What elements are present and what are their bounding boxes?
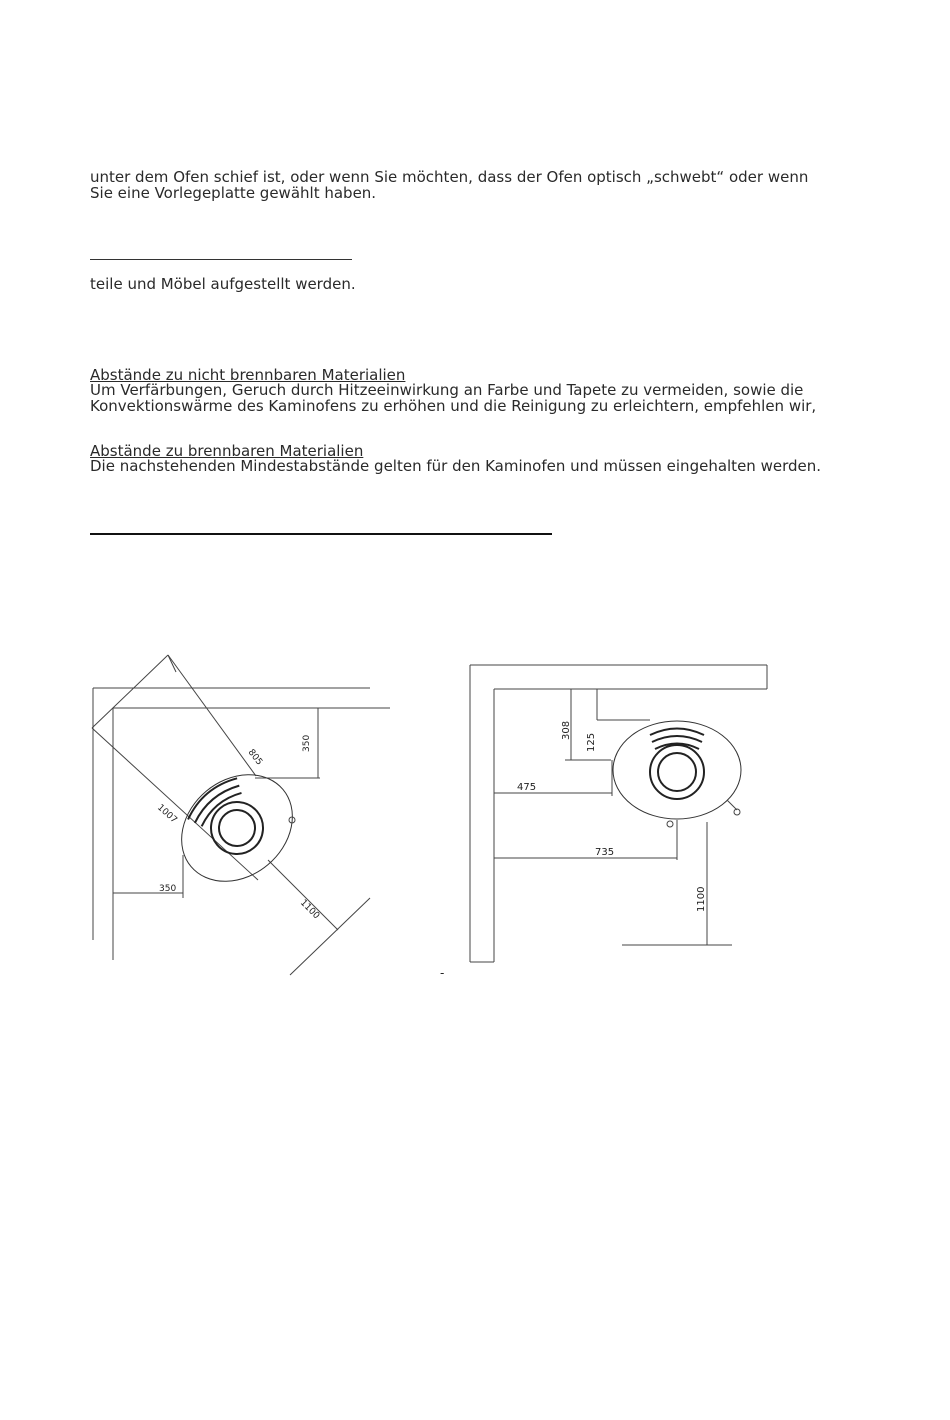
- wall-outline: [470, 665, 767, 962]
- diagram-left-corner: [92, 655, 390, 975]
- dimension-1100-left: [268, 860, 338, 930]
- dimension-805: [92, 655, 256, 776]
- label-350-top: 350: [302, 734, 312, 752]
- dimension-125: [597, 689, 650, 720]
- label-1007: 1007: [154, 802, 179, 826]
- label-805: 805: [245, 747, 265, 768]
- stove-right: [613, 721, 741, 827]
- heading-non-combustible: Abstände zu nicht brennbaren Materialien: [90, 366, 406, 384]
- corner-walls: [93, 688, 390, 960]
- dimension-735: [494, 820, 677, 860]
- dimension-1007: [92, 728, 258, 880]
- placement-line-1: teile und Möbel aufgestellt werden.: [90, 275, 356, 293]
- intro-line-1: unter dem Ofen schief ist, oder wenn Sie möchten, dass der Ofen optisch „schwebt“ oder wenn: [90, 168, 809, 186]
- heading-combustible: Abstände zu brennbaren Materialien: [90, 442, 364, 460]
- non-combustible-line-2: Konvektionswärme des Kaminofens zu erhöhen und die Reinigung zu erleichtern, empfehlen wir,: [90, 397, 817, 415]
- label-125: 125: [586, 732, 597, 752]
- label-1100-right: 1100: [696, 886, 707, 912]
- label-475: 475: [517, 782, 537, 793]
- diagram-right-wall: [470, 665, 767, 962]
- non-combustible-line-1: Um Verfärbungen, Geruch durch Hitzeeinwirkung an Farbe und Tapete zu vermeiden, sowie die: [90, 381, 804, 399]
- label-308: 308: [561, 720, 572, 740]
- diagonal-limit-line: [290, 898, 370, 975]
- label-350-bottom: 350: [159, 884, 177, 894]
- combustible-line-1: Die nachstehenden Mindestabstände gelten für den Kaminofen und müssen eingehalten werden.: [90, 457, 821, 475]
- separator-mark: -: [440, 966, 445, 980]
- label-1100-left: 1100: [297, 898, 322, 922]
- diagram-right-labels: [517, 721, 707, 912]
- intro-line-2: Sie eine Vorlegeplatte gewählt haben.: [90, 184, 377, 202]
- dimension-475: [494, 760, 612, 796]
- label-735: 735: [595, 847, 615, 858]
